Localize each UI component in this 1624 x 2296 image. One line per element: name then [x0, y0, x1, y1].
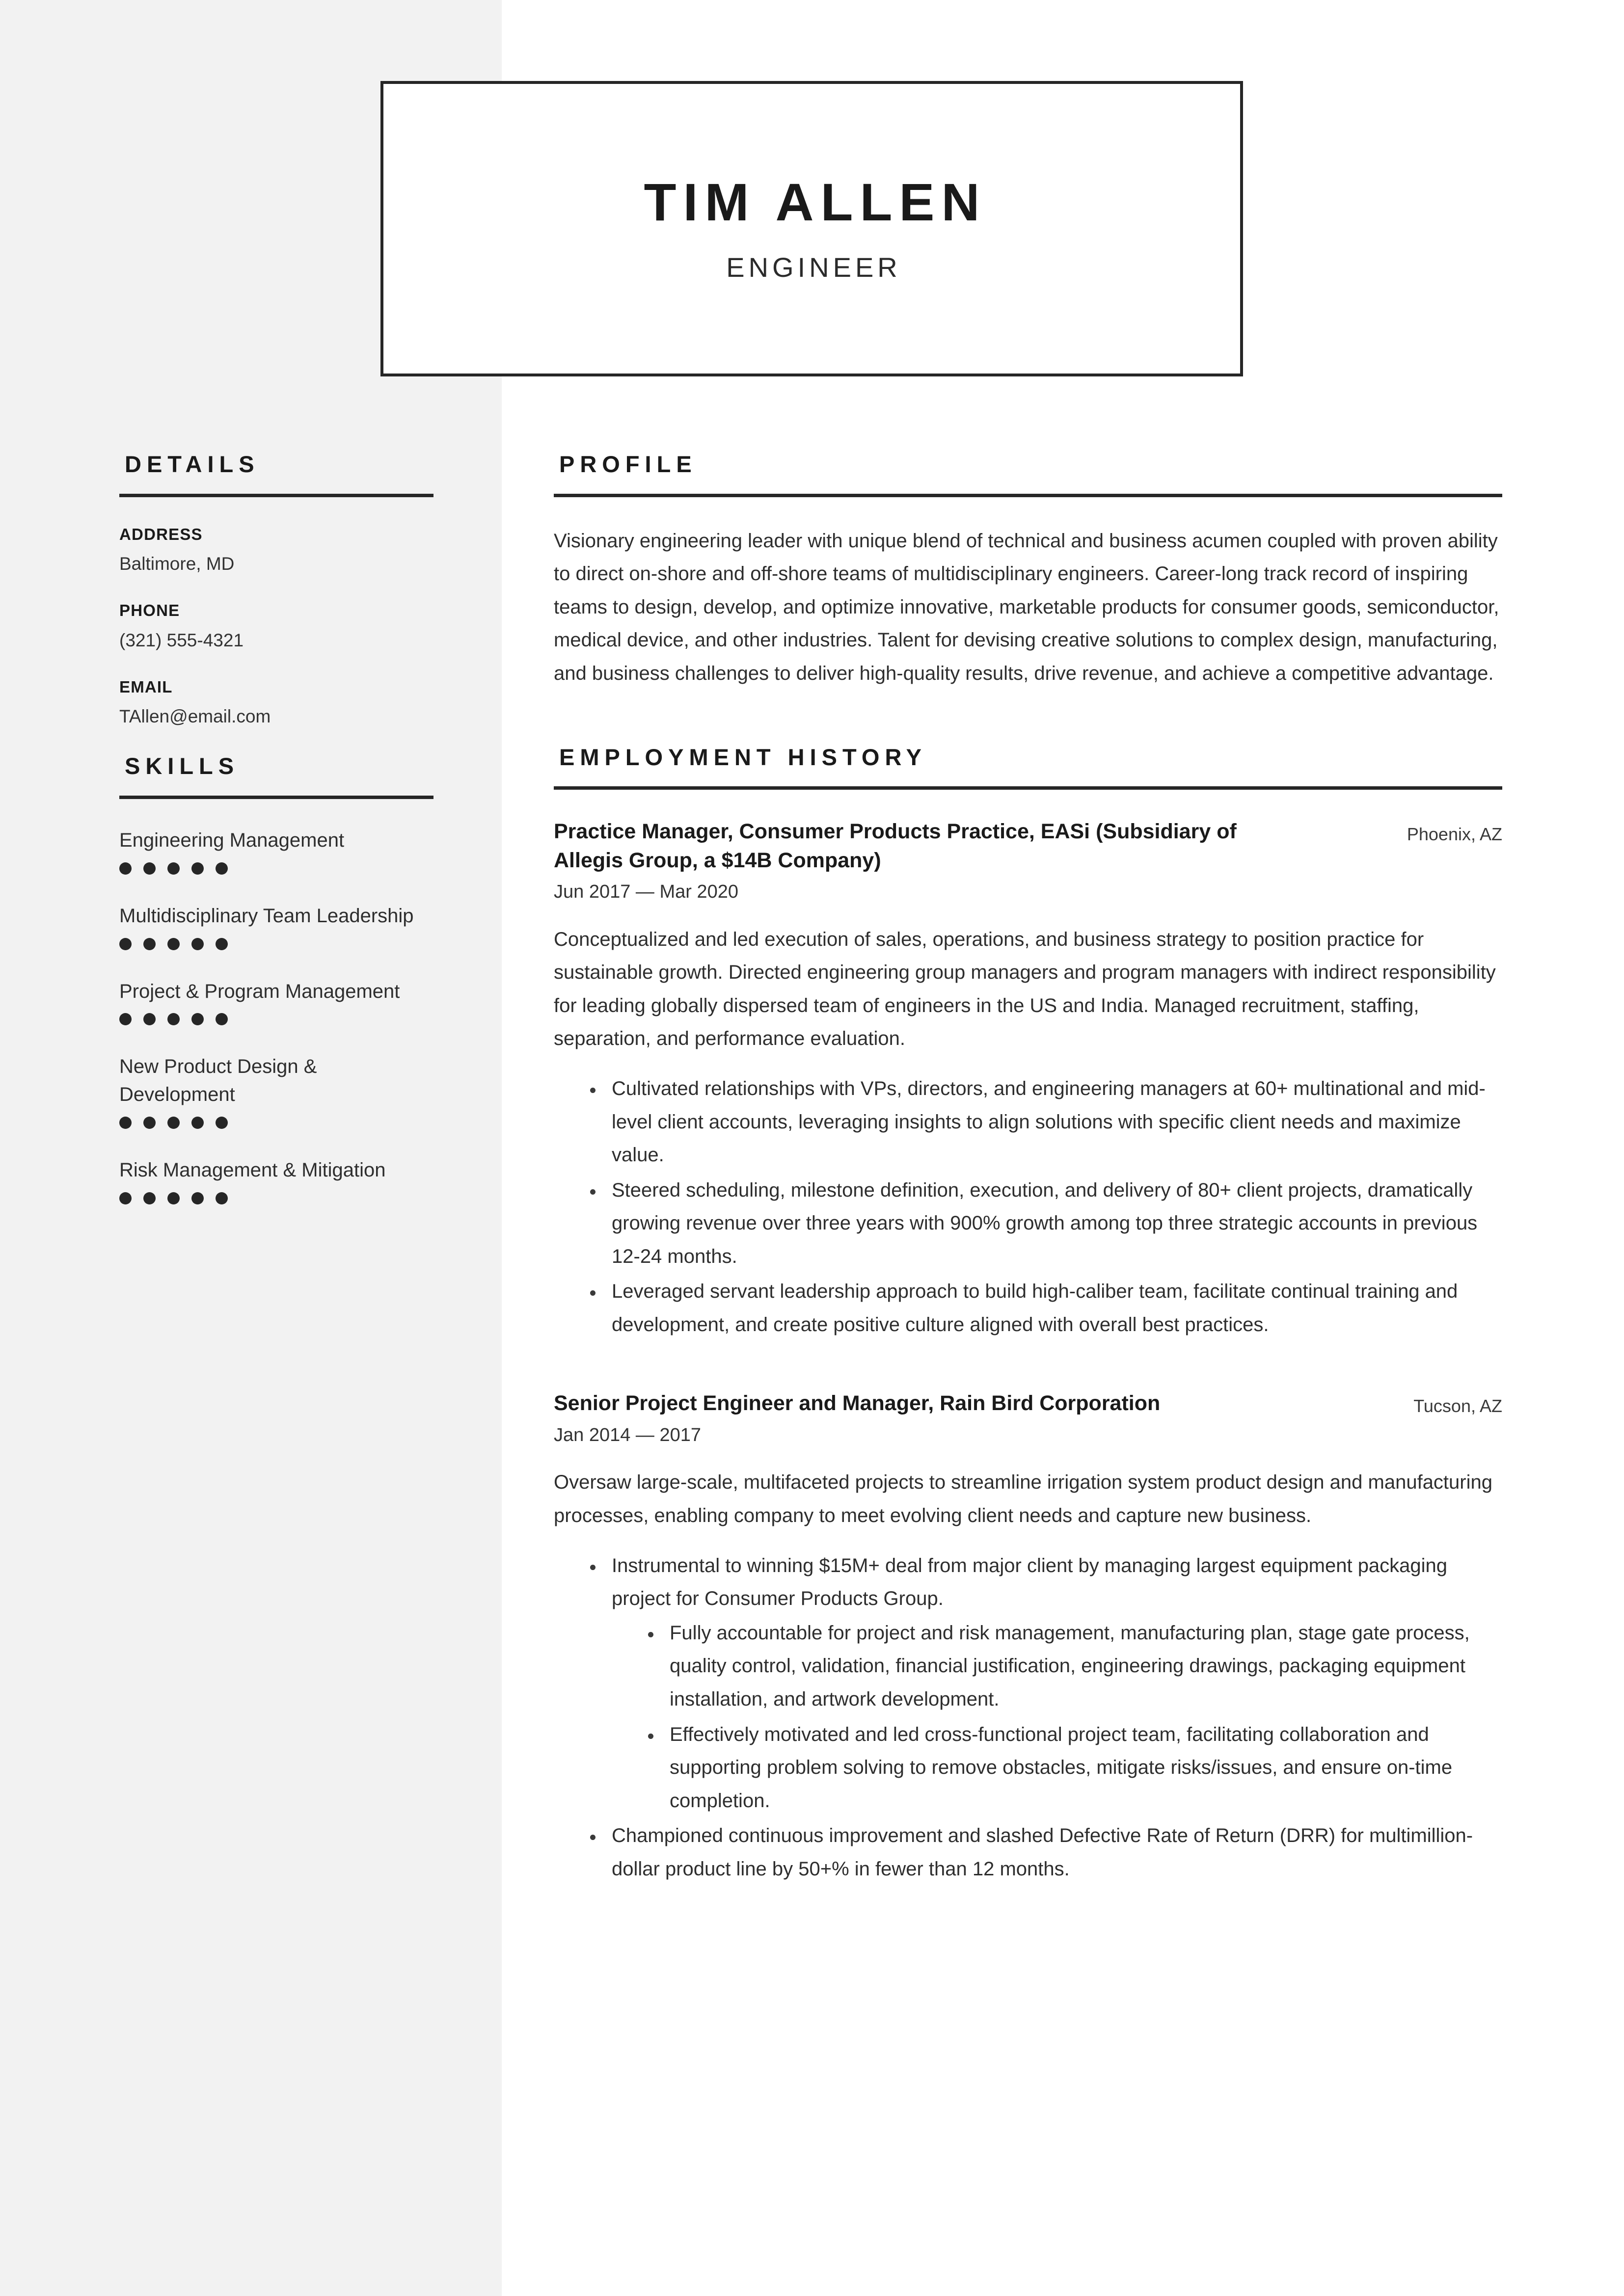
rating-dot-filled: [119, 1013, 132, 1025]
job-bullet-text: Leveraged servant leadership approach to build high-caliber team, facilitate continual training and development, and create positive culture aligned with overall best practices.: [612, 1281, 1458, 1336]
job-bullet: [586, 1819, 1502, 1886]
job-title-subheading: ENGINEER: [726, 252, 901, 283]
skill-rating: [119, 1192, 433, 1204]
job-bullet: [586, 1275, 1502, 1341]
job-dates: Jan 2014 — 2017: [554, 1425, 702, 1446]
details-divider: [119, 494, 433, 497]
job-sub-bullet: [644, 1617, 1502, 1716]
employment-list: [554, 817, 1502, 1886]
rating-dot-filled: [167, 862, 180, 875]
employment-entry-header: [554, 1389, 1502, 1418]
skill-rating: [119, 1013, 433, 1025]
job-bullet-text: Cultivated relationships with VPs, directors, and engineering managers at 60+ multinational and mid-level client accounts, leveraging insights to align solutions with specific client needs and maximize value.: [612, 1077, 1486, 1166]
rating-dot-filled: [143, 862, 156, 875]
main-column: [554, 452, 1502, 1933]
job-sub-bullet-text: Effectively motivated and led cross-functional project team, facilitating collaboration and supporting problem solving to remove obstacles, mitigate risks/issues, and ensure on-time completion.: [670, 1723, 1453, 1812]
profile-divider: [554, 494, 1502, 497]
job-role: Practice Manager, Consumer Products Practice, EASi (Subsidiary of Allegis Group, a $14B Company): [554, 820, 1237, 873]
rating-dot-filled: [167, 938, 180, 950]
sidebar-column: [119, 452, 433, 1232]
rating-dot-filled: [216, 862, 228, 875]
rating-dot-filled: [216, 1117, 228, 1129]
rating-dot-filled: [143, 1192, 156, 1204]
detail-value: TAllen@email.com: [119, 706, 271, 727]
skill-name: Risk Management & Mitigation: [119, 1159, 386, 1181]
skills-heading: SKILLS: [125, 753, 240, 779]
rating-dot-filled: [143, 938, 156, 950]
job-bullet-text: Instrumental to winning $15M+ deal from major client by managing largest equipment packaging project for Consumer Products Group.: [612, 1554, 1448, 1610]
detail-value: Baltimore, MD: [119, 554, 235, 574]
profile-text: Visionary engineering leader with unique blend of technical and business acumen coupled with proven ability to direct on-shore and off-shore teams of multidisciplinary engineers. Career-long track record of inspiring teams to design, develop, and optimize innovative, marketable products for consumer goods, semiconductor, medical device, and other industries. Talent for devising creative solutions to complex design, manufacturing, and business challenges to deliver high-quality results, drive revenue, and achieve a competitive advantage.: [554, 530, 1499, 685]
detail-label: PHONE: [119, 601, 180, 620]
rating-dot-filled: [191, 938, 204, 950]
employment-entry: [554, 1389, 1502, 1886]
skill-rating: [119, 938, 433, 950]
rating-dot-filled: [119, 938, 132, 950]
detail-label: EMAIL: [119, 677, 173, 696]
employment-heading: EMPLOYMENT HISTORY: [559, 744, 927, 770]
rating-dot-filled: [191, 1192, 204, 1204]
rating-dot-filled: [191, 1117, 204, 1129]
rating-dot-filled: [191, 862, 204, 875]
detail-item: [119, 677, 433, 729]
job-bullet-list: [554, 1549, 1502, 1886]
skill-name: Project & Program Management: [119, 980, 400, 1002]
skill-item: [119, 978, 433, 1026]
job-sub-bullet: [644, 1718, 1502, 1818]
rating-dot-filled: [216, 938, 228, 950]
rating-dot-filled: [143, 1013, 156, 1025]
rating-dot-filled: [119, 1117, 132, 1129]
skills-divider: [119, 796, 433, 799]
job-bullet: [586, 1174, 1502, 1274]
employment-section: [554, 745, 1502, 1886]
page-title: TIM ALLEN: [644, 172, 987, 232]
profile-section: [554, 452, 1502, 691]
job-location: Phoenix, AZ: [1407, 824, 1502, 845]
skill-rating: [119, 1117, 433, 1129]
rating-dot-filled: [167, 1192, 180, 1204]
details-heading: DETAILS: [125, 451, 260, 477]
detail-label: ADDRESS: [119, 525, 203, 543]
employment-entry: [554, 817, 1502, 1341]
job-bullet-list: [554, 1072, 1502, 1342]
skill-name: Engineering Management: [119, 829, 345, 851]
details-section: [119, 452, 433, 729]
job-bullet: [586, 1072, 1502, 1172]
skill-item: [119, 1053, 433, 1129]
rating-dot-filled: [167, 1013, 180, 1025]
job-sub-bullet-list: [612, 1617, 1502, 1818]
rating-dot-filled: [191, 1013, 204, 1025]
detail-item: [119, 601, 433, 653]
job-role: Senior Project Engineer and Manager, Rain Bird Corporation: [554, 1391, 1161, 1415]
skills-list: [119, 827, 433, 1204]
job-summary: Oversaw large-scale, multifaceted projects to streamline irrigation system product design and manufacturing processes, enabling company to meet evolving client needs and capture new business.: [554, 1471, 1492, 1527]
employment-entry-header: [554, 817, 1502, 875]
name-header-box: [380, 81, 1243, 376]
job-bullet: [586, 1549, 1502, 1818]
skill-item: [119, 827, 433, 875]
skills-section: [119, 753, 433, 1204]
details-list: [119, 525, 433, 729]
rating-dot-filled: [119, 1192, 132, 1204]
skill-item: [119, 1156, 433, 1204]
job-sub-bullet-text: Fully accountable for project and risk management, manufacturing plan, stage gate process, quality control, validation, financial justification, engineering drawings, packaging equipment installation, and artwork development.: [670, 1622, 1470, 1710]
rating-dot-filled: [119, 862, 132, 875]
job-location: Tucson, AZ: [1413, 1395, 1502, 1416]
rating-dot-filled: [167, 1117, 180, 1129]
profile-heading: PROFILE: [559, 451, 697, 477]
job-bullet-text: Steered scheduling, milestone definition, execution, and delivery of 80+ client projects, dramatically growing revenue over three years with 900% growth among top three strategic accounts in previous 12-24 months.: [612, 1179, 1478, 1267]
rating-dot-filled: [216, 1192, 228, 1204]
detail-item: [119, 525, 433, 577]
skill-rating: [119, 862, 433, 875]
employment-divider: [554, 786, 1502, 790]
job-bullet-text: Championed continuous improvement and slashed Defective Rate of Return (DRR) for multimillion-dollar product line by 50+% in fewer than 12 months.: [612, 1825, 1473, 1880]
rating-dot-filled: [216, 1013, 228, 1025]
job-summary: Conceptualized and led execution of sales, operations, and business strategy to position practice for sustainable growth. Directed engineering group managers and program managers with indirect responsibility for leading globally dispersed team of engineers in the US and India. Managed recruitment, staffing, separation, and performance evaluation.: [554, 928, 1496, 1050]
job-dates: Jun 2017 — Mar 2020: [554, 881, 739, 903]
skill-name: New Product Design & Development: [119, 1056, 317, 1106]
rating-dot-filled: [143, 1117, 156, 1129]
skill-item: [119, 902, 433, 950]
skill-name: Multidisciplinary Team Leadership: [119, 905, 414, 927]
detail-value: (321) 555-4321: [119, 630, 244, 650]
